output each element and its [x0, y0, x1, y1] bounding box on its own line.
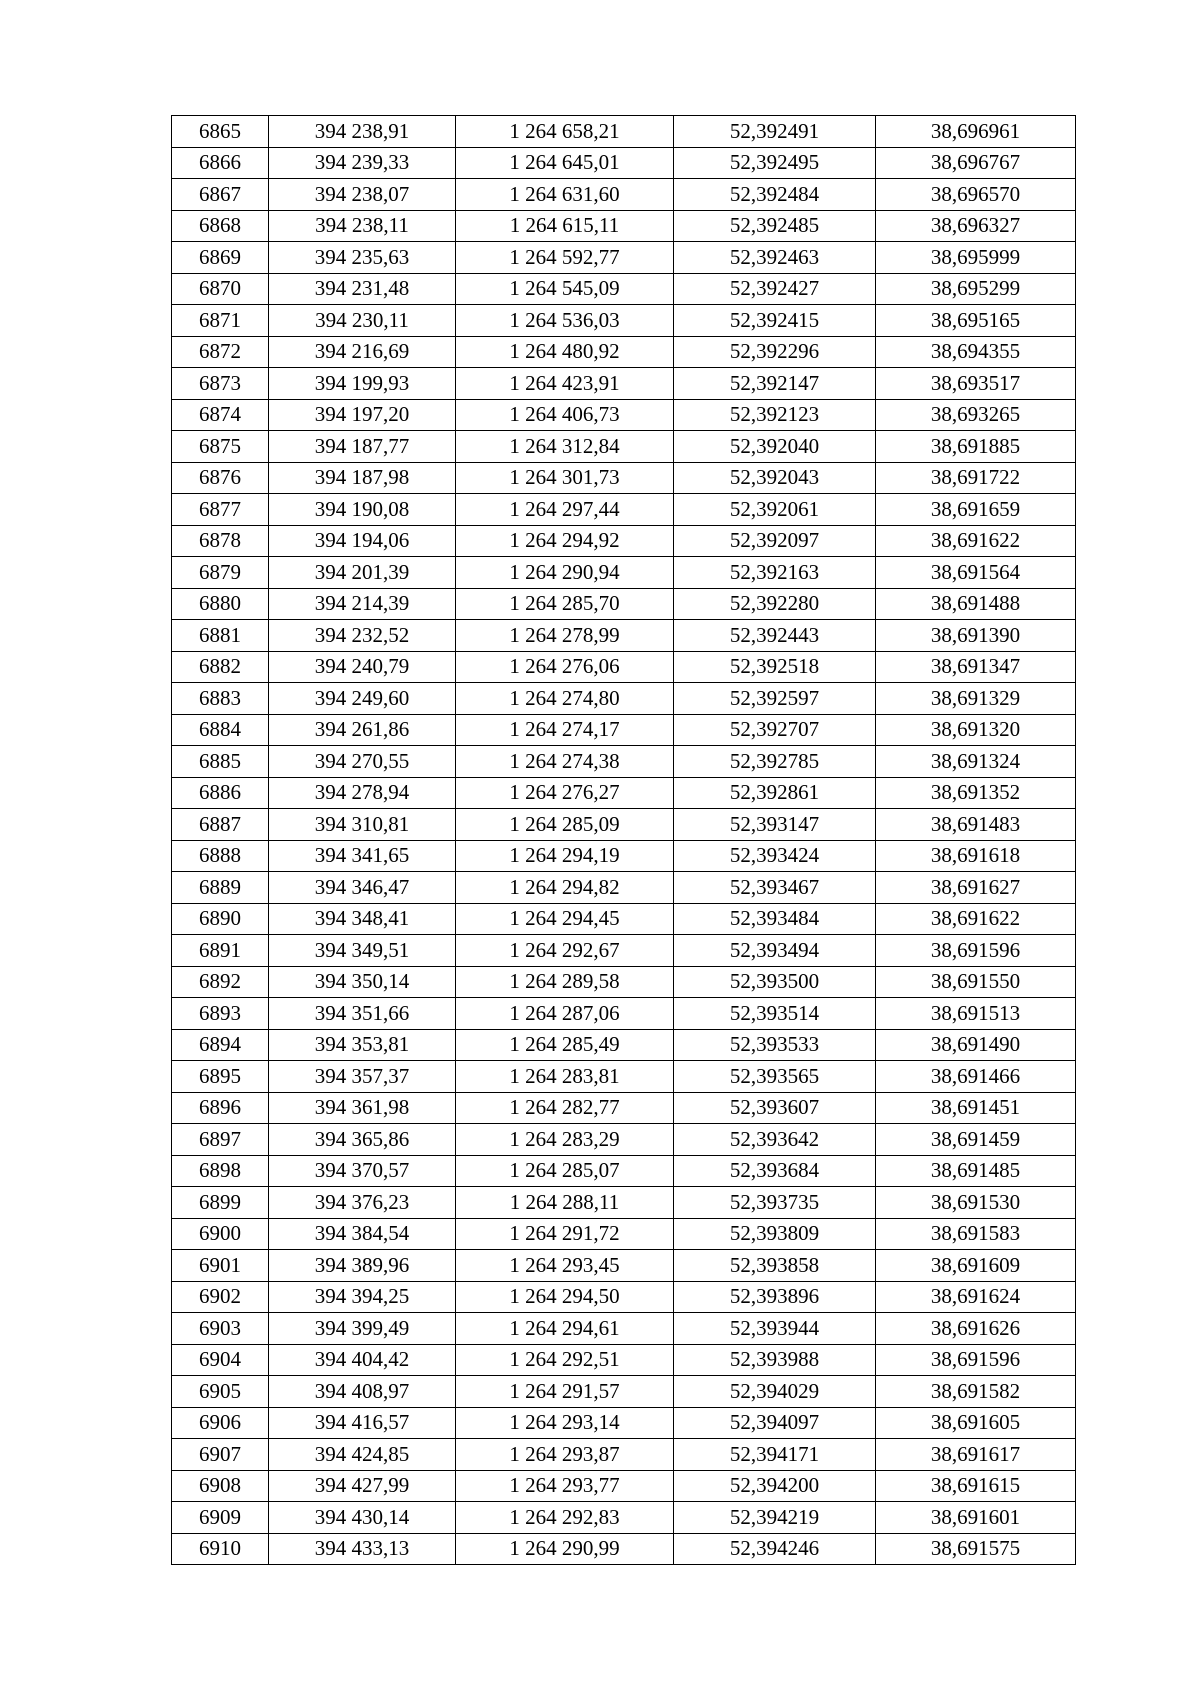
point-number-cell: 6886 — [172, 777, 269, 809]
y-coordinate-cell: 1 264 276,27 — [456, 777, 674, 809]
longitude-cell: 38,691601 — [876, 1502, 1076, 1534]
x-coordinate-cell: 394 416,57 — [269, 1407, 456, 1439]
longitude-cell: 38,691583 — [876, 1218, 1076, 1250]
table-row — [172, 809, 1076, 841]
point-number-cell: 6878 — [172, 525, 269, 557]
table-row — [172, 1344, 1076, 1376]
point-number-cell: 6885 — [172, 746, 269, 778]
latitude-cell: 52,393494 — [674, 935, 876, 967]
point-number-cell: 6907 — [172, 1439, 269, 1471]
point-number-cell: 6898 — [172, 1155, 269, 1187]
x-coordinate-cell: 394 239,33 — [269, 147, 456, 179]
table-row — [172, 1407, 1076, 1439]
longitude-cell: 38,691320 — [876, 714, 1076, 746]
table-row — [172, 1533, 1076, 1565]
point-number-cell: 6889 — [172, 872, 269, 904]
longitude-cell: 38,693265 — [876, 399, 1076, 431]
latitude-cell: 52,393684 — [674, 1155, 876, 1187]
y-coordinate-cell: 1 264 292,67 — [456, 935, 674, 967]
latitude-cell: 52,392123 — [674, 399, 876, 431]
table-row — [172, 1218, 1076, 1250]
longitude-cell: 38,691390 — [876, 620, 1076, 652]
latitude-cell: 52,393944 — [674, 1313, 876, 1345]
point-number-cell: 6870 — [172, 273, 269, 305]
table-row — [172, 651, 1076, 683]
latitude-cell: 52,393500 — [674, 966, 876, 998]
y-coordinate-cell: 1 264 592,77 — [456, 242, 674, 274]
x-coordinate-cell: 394 216,69 — [269, 336, 456, 368]
x-coordinate-cell: 394 351,66 — [269, 998, 456, 1030]
table-row — [172, 1313, 1076, 1345]
longitude-cell: 38,691483 — [876, 809, 1076, 841]
latitude-cell: 52,393565 — [674, 1061, 876, 1093]
latitude-cell: 52,393988 — [674, 1344, 876, 1376]
table-row — [172, 368, 1076, 400]
y-coordinate-cell: 1 264 285,49 — [456, 1029, 674, 1061]
x-coordinate-cell: 394 270,55 — [269, 746, 456, 778]
table-row — [172, 935, 1076, 967]
table-row — [172, 305, 1076, 337]
x-coordinate-cell: 394 199,93 — [269, 368, 456, 400]
y-coordinate-cell: 1 264 288,11 — [456, 1187, 674, 1219]
y-coordinate-cell: 1 264 290,94 — [456, 557, 674, 589]
latitude-cell: 52,393424 — [674, 840, 876, 872]
table-row — [172, 1061, 1076, 1093]
longitude-cell: 38,691324 — [876, 746, 1076, 778]
y-coordinate-cell: 1 264 274,17 — [456, 714, 674, 746]
longitude-cell: 38,695165 — [876, 305, 1076, 337]
longitude-cell: 38,691485 — [876, 1155, 1076, 1187]
table-row — [172, 179, 1076, 211]
table-row — [172, 1029, 1076, 1061]
latitude-cell: 52,393147 — [674, 809, 876, 841]
latitude-cell: 52,392415 — [674, 305, 876, 337]
x-coordinate-cell: 394 430,14 — [269, 1502, 456, 1534]
point-number-cell: 6882 — [172, 651, 269, 683]
y-coordinate-cell: 1 264 287,06 — [456, 998, 674, 1030]
x-coordinate-cell: 394 350,14 — [269, 966, 456, 998]
longitude-cell: 38,691622 — [876, 525, 1076, 557]
point-number-cell: 6887 — [172, 809, 269, 841]
table-row — [172, 399, 1076, 431]
point-number-cell: 6902 — [172, 1281, 269, 1313]
point-number-cell: 6910 — [172, 1533, 269, 1565]
coordinates-table — [171, 115, 1076, 1565]
table-row — [172, 777, 1076, 809]
latitude-cell: 52,393467 — [674, 872, 876, 904]
table-row — [172, 116, 1076, 148]
point-number-cell: 6868 — [172, 210, 269, 242]
latitude-cell: 52,393896 — [674, 1281, 876, 1313]
latitude-cell: 52,392485 — [674, 210, 876, 242]
x-coordinate-cell: 394 365,86 — [269, 1124, 456, 1156]
y-coordinate-cell: 1 264 293,87 — [456, 1439, 674, 1471]
point-number-cell: 6908 — [172, 1470, 269, 1502]
latitude-cell: 52,392427 — [674, 273, 876, 305]
latitude-cell: 52,392463 — [674, 242, 876, 274]
point-number-cell: 6876 — [172, 462, 269, 494]
table-row — [172, 746, 1076, 778]
latitude-cell: 52,393484 — [674, 903, 876, 935]
table-row — [172, 1092, 1076, 1124]
y-coordinate-cell: 1 264 294,61 — [456, 1313, 674, 1345]
point-number-cell: 6897 — [172, 1124, 269, 1156]
y-coordinate-cell: 1 264 423,91 — [456, 368, 674, 400]
longitude-cell: 38,691582 — [876, 1376, 1076, 1408]
longitude-cell: 38,691564 — [876, 557, 1076, 589]
latitude-cell: 52,393607 — [674, 1092, 876, 1124]
x-coordinate-cell: 394 357,37 — [269, 1061, 456, 1093]
x-coordinate-cell: 394 427,99 — [269, 1470, 456, 1502]
x-coordinate-cell: 394 404,42 — [269, 1344, 456, 1376]
table-row — [172, 998, 1076, 1030]
y-coordinate-cell: 1 264 294,19 — [456, 840, 674, 872]
longitude-cell: 38,691329 — [876, 683, 1076, 715]
x-coordinate-cell: 394 394,25 — [269, 1281, 456, 1313]
y-coordinate-cell: 1 264 480,92 — [456, 336, 674, 368]
table-row — [172, 903, 1076, 935]
table-row — [172, 1502, 1076, 1534]
y-coordinate-cell: 1 264 645,01 — [456, 147, 674, 179]
x-coordinate-cell: 394 278,94 — [269, 777, 456, 809]
x-coordinate-cell: 394 389,96 — [269, 1250, 456, 1282]
table-row — [172, 210, 1076, 242]
latitude-cell: 52,392147 — [674, 368, 876, 400]
point-number-cell: 6874 — [172, 399, 269, 431]
point-number-cell: 6869 — [172, 242, 269, 274]
latitude-cell: 52,393735 — [674, 1187, 876, 1219]
point-number-cell: 6901 — [172, 1250, 269, 1282]
coordinates-table-body — [172, 116, 1076, 1565]
y-coordinate-cell: 1 264 292,83 — [456, 1502, 674, 1534]
point-number-cell: 6875 — [172, 431, 269, 463]
longitude-cell: 38,691451 — [876, 1092, 1076, 1124]
table-row — [172, 147, 1076, 179]
point-number-cell: 6879 — [172, 557, 269, 589]
x-coordinate-cell: 394 197,20 — [269, 399, 456, 431]
longitude-cell: 38,696570 — [876, 179, 1076, 211]
table-row — [172, 557, 1076, 589]
x-coordinate-cell: 394 249,60 — [269, 683, 456, 715]
table-row — [172, 431, 1076, 463]
latitude-cell: 52,393858 — [674, 1250, 876, 1282]
y-coordinate-cell: 1 264 274,80 — [456, 683, 674, 715]
latitude-cell: 52,394171 — [674, 1439, 876, 1471]
latitude-cell: 52,394219 — [674, 1502, 876, 1534]
y-coordinate-cell: 1 264 297,44 — [456, 494, 674, 526]
point-number-cell: 6893 — [172, 998, 269, 1030]
longitude-cell: 38,691490 — [876, 1029, 1076, 1061]
y-coordinate-cell: 1 264 289,58 — [456, 966, 674, 998]
y-coordinate-cell: 1 264 291,57 — [456, 1376, 674, 1408]
table-row — [172, 1470, 1076, 1502]
x-coordinate-cell: 394 370,57 — [269, 1155, 456, 1187]
x-coordinate-cell: 394 231,48 — [269, 273, 456, 305]
longitude-cell: 38,691596 — [876, 1344, 1076, 1376]
longitude-cell: 38,691615 — [876, 1470, 1076, 1502]
x-coordinate-cell: 394 230,11 — [269, 305, 456, 337]
point-number-cell: 6896 — [172, 1092, 269, 1124]
latitude-cell: 52,392061 — [674, 494, 876, 526]
point-number-cell: 6890 — [172, 903, 269, 935]
y-coordinate-cell: 1 264 276,06 — [456, 651, 674, 683]
longitude-cell: 38,691466 — [876, 1061, 1076, 1093]
y-coordinate-cell: 1 264 631,60 — [456, 179, 674, 211]
x-coordinate-cell: 394 238,07 — [269, 179, 456, 211]
x-coordinate-cell: 394 346,47 — [269, 872, 456, 904]
x-coordinate-cell: 394 201,39 — [269, 557, 456, 589]
x-coordinate-cell: 394 214,39 — [269, 588, 456, 620]
longitude-cell: 38,691618 — [876, 840, 1076, 872]
table-row — [172, 714, 1076, 746]
point-number-cell: 6892 — [172, 966, 269, 998]
y-coordinate-cell: 1 264 615,11 — [456, 210, 674, 242]
longitude-cell: 38,691885 — [876, 431, 1076, 463]
table-row — [172, 840, 1076, 872]
point-number-cell: 6872 — [172, 336, 269, 368]
x-coordinate-cell: 394 238,11 — [269, 210, 456, 242]
longitude-cell: 38,691609 — [876, 1250, 1076, 1282]
longitude-cell: 38,691627 — [876, 872, 1076, 904]
y-coordinate-cell: 1 264 294,50 — [456, 1281, 674, 1313]
latitude-cell: 52,392163 — [674, 557, 876, 589]
longitude-cell: 38,694355 — [876, 336, 1076, 368]
point-number-cell: 6903 — [172, 1313, 269, 1345]
y-coordinate-cell: 1 264 293,77 — [456, 1470, 674, 1502]
latitude-cell: 52,392597 — [674, 683, 876, 715]
point-number-cell: 6877 — [172, 494, 269, 526]
latitude-cell: 52,392861 — [674, 777, 876, 809]
x-coordinate-cell: 394 190,08 — [269, 494, 456, 526]
point-number-cell: 6883 — [172, 683, 269, 715]
latitude-cell: 52,392484 — [674, 179, 876, 211]
point-number-cell: 6909 — [172, 1502, 269, 1534]
y-coordinate-cell: 1 264 282,77 — [456, 1092, 674, 1124]
point-number-cell: 6884 — [172, 714, 269, 746]
y-coordinate-cell: 1 264 293,45 — [456, 1250, 674, 1282]
table-row — [172, 872, 1076, 904]
latitude-cell: 52,392296 — [674, 336, 876, 368]
x-coordinate-cell: 394 187,77 — [269, 431, 456, 463]
point-number-cell: 6905 — [172, 1376, 269, 1408]
table-row — [172, 1155, 1076, 1187]
point-number-cell: 6899 — [172, 1187, 269, 1219]
point-number-cell: 6880 — [172, 588, 269, 620]
point-number-cell: 6866 — [172, 147, 269, 179]
table-row — [172, 242, 1076, 274]
y-coordinate-cell: 1 264 406,73 — [456, 399, 674, 431]
latitude-cell: 52,392043 — [674, 462, 876, 494]
longitude-cell: 38,696961 — [876, 116, 1076, 148]
x-coordinate-cell: 394 235,63 — [269, 242, 456, 274]
y-coordinate-cell: 1 264 293,14 — [456, 1407, 674, 1439]
point-number-cell: 6867 — [172, 179, 269, 211]
x-coordinate-cell: 394 361,98 — [269, 1092, 456, 1124]
x-coordinate-cell: 394 310,81 — [269, 809, 456, 841]
point-number-cell: 6895 — [172, 1061, 269, 1093]
x-coordinate-cell: 394 408,97 — [269, 1376, 456, 1408]
y-coordinate-cell: 1 264 312,84 — [456, 431, 674, 463]
y-coordinate-cell: 1 264 278,99 — [456, 620, 674, 652]
longitude-cell: 38,695299 — [876, 273, 1076, 305]
longitude-cell: 38,695999 — [876, 242, 1076, 274]
latitude-cell: 52,393514 — [674, 998, 876, 1030]
longitude-cell: 38,696327 — [876, 210, 1076, 242]
x-coordinate-cell: 394 399,49 — [269, 1313, 456, 1345]
latitude-cell: 52,392491 — [674, 116, 876, 148]
y-coordinate-cell: 1 264 291,72 — [456, 1218, 674, 1250]
table-row — [172, 966, 1076, 998]
point-number-cell: 6881 — [172, 620, 269, 652]
x-coordinate-cell: 394 348,41 — [269, 903, 456, 935]
longitude-cell: 38,691622 — [876, 903, 1076, 935]
table-row — [172, 273, 1076, 305]
latitude-cell: 52,392280 — [674, 588, 876, 620]
y-coordinate-cell: 1 264 285,70 — [456, 588, 674, 620]
latitude-cell: 52,392495 — [674, 147, 876, 179]
point-number-cell: 6888 — [172, 840, 269, 872]
y-coordinate-cell: 1 264 294,92 — [456, 525, 674, 557]
y-coordinate-cell: 1 264 294,45 — [456, 903, 674, 935]
table-row — [172, 336, 1076, 368]
point-number-cell: 6894 — [172, 1029, 269, 1061]
table-row — [172, 525, 1076, 557]
point-number-cell: 6891 — [172, 935, 269, 967]
x-coordinate-cell: 394 240,79 — [269, 651, 456, 683]
table-row — [172, 683, 1076, 715]
x-coordinate-cell: 394 341,65 — [269, 840, 456, 872]
point-number-cell: 6871 — [172, 305, 269, 337]
longitude-cell: 38,691659 — [876, 494, 1076, 526]
x-coordinate-cell: 394 187,98 — [269, 462, 456, 494]
latitude-cell: 52,392785 — [674, 746, 876, 778]
latitude-cell: 52,394246 — [674, 1533, 876, 1565]
table-row — [172, 1124, 1076, 1156]
y-coordinate-cell: 1 264 545,09 — [456, 273, 674, 305]
y-coordinate-cell: 1 264 292,51 — [456, 1344, 674, 1376]
y-coordinate-cell: 1 264 290,99 — [456, 1533, 674, 1565]
point-number-cell: 6906 — [172, 1407, 269, 1439]
latitude-cell: 52,393533 — [674, 1029, 876, 1061]
y-coordinate-cell: 1 264 283,81 — [456, 1061, 674, 1093]
y-coordinate-cell: 1 264 274,38 — [456, 746, 674, 778]
table-row — [172, 1376, 1076, 1408]
table-row — [172, 462, 1076, 494]
table-row — [172, 588, 1076, 620]
x-coordinate-cell: 394 349,51 — [269, 935, 456, 967]
x-coordinate-cell: 394 238,91 — [269, 116, 456, 148]
latitude-cell: 52,394200 — [674, 1470, 876, 1502]
latitude-cell: 52,392097 — [674, 525, 876, 557]
x-coordinate-cell: 394 384,54 — [269, 1218, 456, 1250]
latitude-cell: 52,393809 — [674, 1218, 876, 1250]
point-number-cell: 6904 — [172, 1344, 269, 1376]
latitude-cell: 52,393642 — [674, 1124, 876, 1156]
point-number-cell: 6865 — [172, 116, 269, 148]
latitude-cell: 52,392443 — [674, 620, 876, 652]
x-coordinate-cell: 394 424,85 — [269, 1439, 456, 1471]
longitude-cell: 38,691624 — [876, 1281, 1076, 1313]
y-coordinate-cell: 1 264 658,21 — [456, 116, 674, 148]
longitude-cell: 38,691488 — [876, 588, 1076, 620]
table-row — [172, 494, 1076, 526]
table-row — [172, 1439, 1076, 1471]
longitude-cell: 38,691596 — [876, 935, 1076, 967]
latitude-cell: 52,392518 — [674, 651, 876, 683]
y-coordinate-cell: 1 264 536,03 — [456, 305, 674, 337]
longitude-cell: 38,691626 — [876, 1313, 1076, 1345]
x-coordinate-cell: 394 194,06 — [269, 525, 456, 557]
longitude-cell: 38,691530 — [876, 1187, 1076, 1219]
table-row — [172, 620, 1076, 652]
longitude-cell: 38,691513 — [876, 998, 1076, 1030]
table-row — [172, 1250, 1076, 1282]
y-coordinate-cell: 1 264 285,07 — [456, 1155, 674, 1187]
x-coordinate-cell: 394 261,86 — [269, 714, 456, 746]
longitude-cell: 38,691550 — [876, 966, 1076, 998]
longitude-cell: 38,693517 — [876, 368, 1076, 400]
longitude-cell: 38,691575 — [876, 1533, 1076, 1565]
longitude-cell: 38,691347 — [876, 651, 1076, 683]
y-coordinate-cell: 1 264 301,73 — [456, 462, 674, 494]
x-coordinate-cell: 394 232,52 — [269, 620, 456, 652]
table-row — [172, 1281, 1076, 1313]
y-coordinate-cell: 1 264 285,09 — [456, 809, 674, 841]
point-number-cell: 6873 — [172, 368, 269, 400]
latitude-cell: 52,392040 — [674, 431, 876, 463]
y-coordinate-cell: 1 264 283,29 — [456, 1124, 674, 1156]
latitude-cell: 52,394029 — [674, 1376, 876, 1408]
longitude-cell: 38,691722 — [876, 462, 1076, 494]
longitude-cell: 38,696767 — [876, 147, 1076, 179]
longitude-cell: 38,691605 — [876, 1407, 1076, 1439]
x-coordinate-cell: 394 376,23 — [269, 1187, 456, 1219]
x-coordinate-cell: 394 433,13 — [269, 1533, 456, 1565]
longitude-cell: 38,691617 — [876, 1439, 1076, 1471]
point-number-cell: 6900 — [172, 1218, 269, 1250]
longitude-cell: 38,691459 — [876, 1124, 1076, 1156]
latitude-cell: 52,392707 — [674, 714, 876, 746]
y-coordinate-cell: 1 264 294,82 — [456, 872, 674, 904]
table-row — [172, 1187, 1076, 1219]
x-coordinate-cell: 394 353,81 — [269, 1029, 456, 1061]
latitude-cell: 52,394097 — [674, 1407, 876, 1439]
longitude-cell: 38,691352 — [876, 777, 1076, 809]
